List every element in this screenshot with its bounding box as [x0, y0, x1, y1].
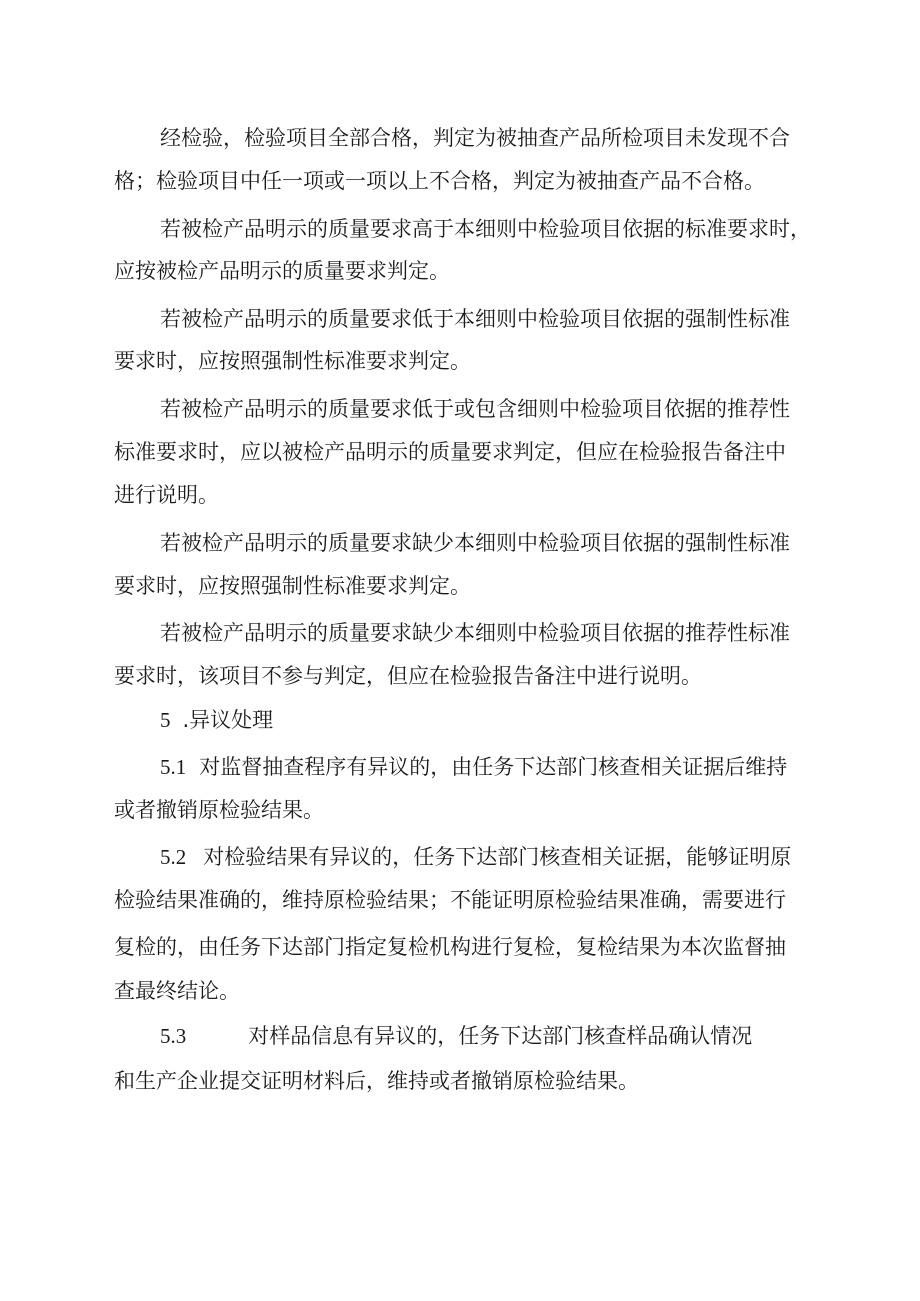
clause-5-2-text: 对检验结果有异议的，任务下达部门核查相关证据，能够证明原: [203, 845, 792, 869]
clause-5-3-line-1: [160, 1021, 752, 1051]
paragraph-5-line-2: 要求时，应按照强制性标准要求判定。: [114, 574, 471, 598]
clause-5-2-line-4: 查最终结论。: [114, 979, 240, 1003]
paragraph-2-line-1: 若被检产品明示的质量要求高于本细则中检验项目依据的标准要求时，: [160, 217, 811, 241]
clause-5-1-text: 对监督抽查程序有异议的，由任务下达部门核查相关证据后维持: [199, 755, 788, 779]
paragraph-1-line-1: 经检验，检验项目全部合格，判定为被抽查产品所检项目未发现不合: [160, 126, 790, 150]
clause-5-3-line-2: 和生产企业提交证明材料后，维持或者撤销原检验结果。: [114, 1069, 639, 1093]
clause-5-2-number: 5.2: [160, 845, 187, 869]
paragraph-6-line-1: 若被检产品明示的质量要求缺少本细则中检验项目依据的推荐性标准: [160, 621, 790, 645]
section-5-heading: [160, 705, 273, 735]
clause-5-1-number: 5.1: [160, 755, 187, 779]
paragraph-5-line-1: 若被检产品明示的质量要求缺少本细则中检验项目依据的强制性标准: [160, 531, 790, 555]
paragraph-2-line-2: 应按被检产品明示的质量要求判定。: [114, 259, 450, 283]
paragraph-3-line-1: 若被检产品明示的质量要求低于本细则中检验项目依据的强制性标准: [160, 307, 790, 331]
clause-5-2-line-3: 复检的，由任务下达部门指定复检机构进行复检，复检结果为本次监督抽: [114, 935, 786, 959]
paragraph-4-line-1: 若被检产品明示的质量要求低于或包含细则中检验项目依据的推荐性: [160, 397, 790, 421]
section-5-title: .异议处理: [182, 708, 274, 732]
paragraph-1-line-2: 格；检验项目中任一项或一项以上不合格，判定为被抽查产品不合格。: [114, 169, 765, 193]
paragraph-4-line-3: 进行说明。: [114, 483, 219, 507]
clause-5-3-number: 5.3: [160, 1024, 187, 1048]
section-5-number: 5: [160, 708, 171, 732]
clause-5-1-line-1: [160, 752, 787, 782]
paragraph-6-line-2: 要求时，该项目不参与判定，但应在检验报告备注中进行说明。: [114, 664, 702, 688]
clause-5-2-line-2: 检验结果准确的，维持原检验结果；不能证明原检验结果准确，需要进行: [114, 888, 786, 912]
clause-5-3-text: 对样品信息有异议的，任务下达部门核查样品确认情况: [248, 1024, 753, 1048]
paragraph-3-line-2: 要求时，应按照强制性标准要求判定。: [114, 349, 471, 373]
clause-5-2-line-1: [160, 842, 791, 872]
clause-5-1-line-2: 或者撤销原检验结果。: [114, 798, 324, 822]
paragraph-4-line-2: 标准要求时，应以被检产品明示的质量要求判定，但应在检验报告备注中: [114, 440, 786, 464]
